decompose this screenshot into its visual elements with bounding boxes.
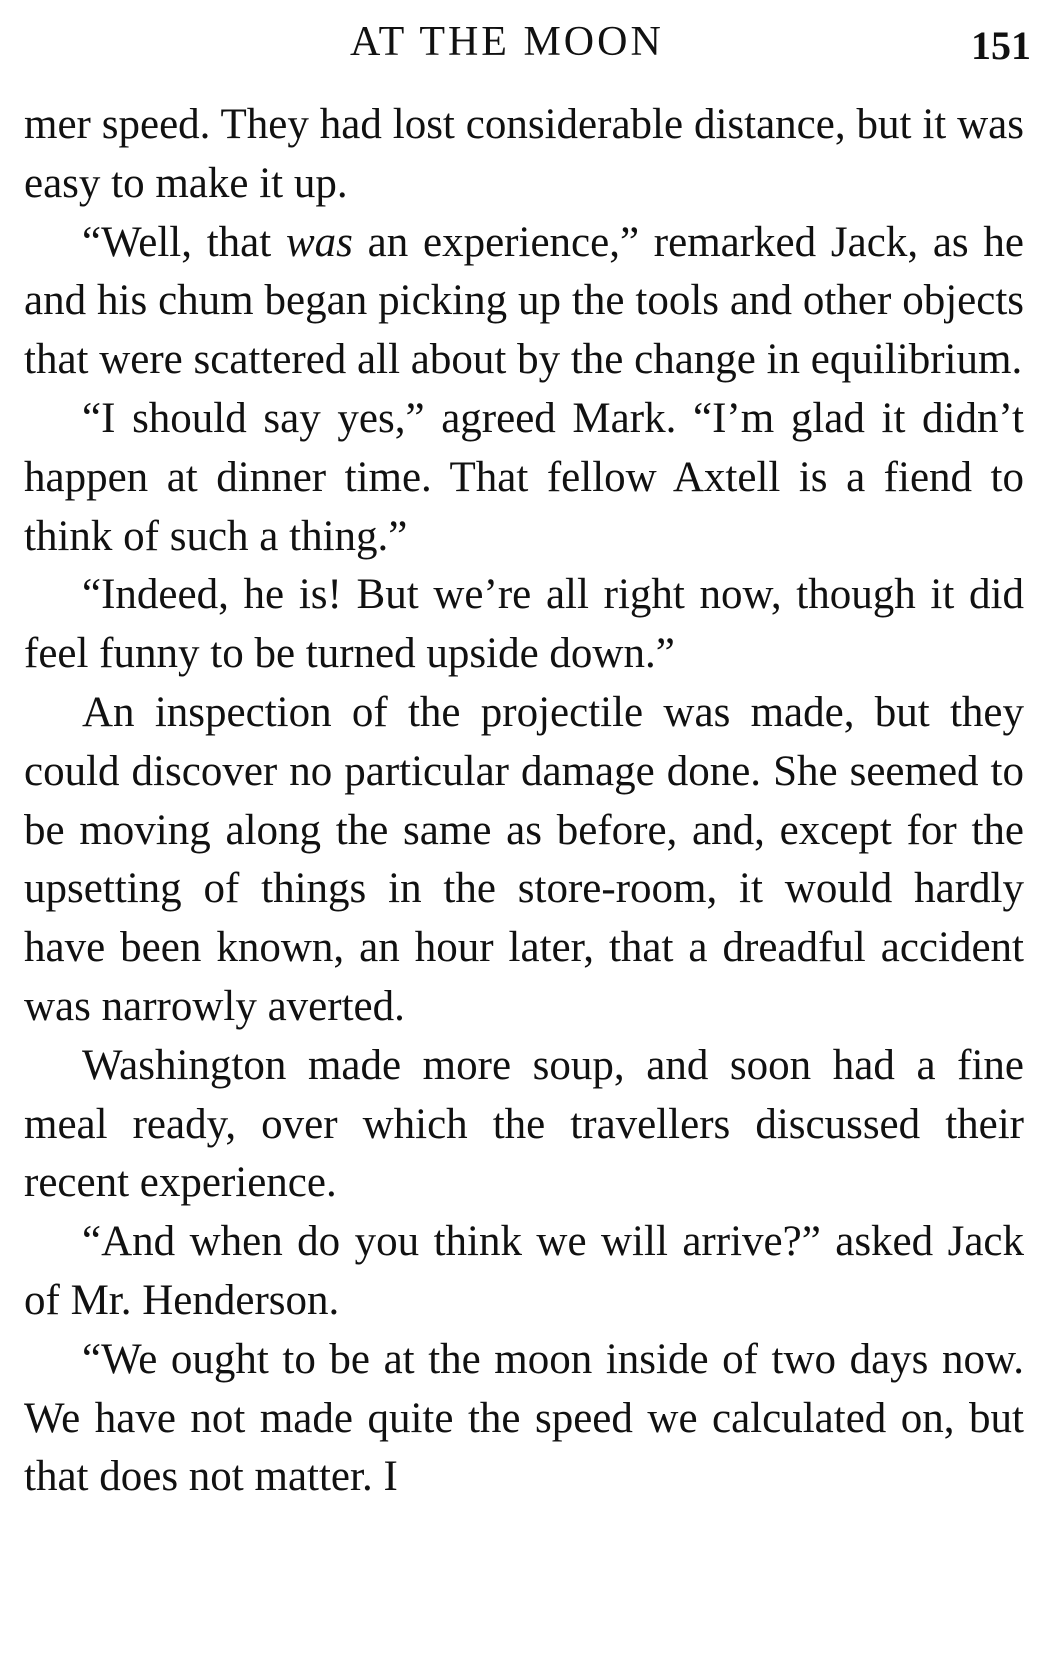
page-number: 151	[971, 23, 1031, 68]
paragraph-5: An inspection of the projectile was made, but they could discover no particular damage done. She seemed to be moving along the same as before, and, except for the upsetting of things in the store-room, it would hardly have been known, an hour later, that a dreadful accident was narrowly averted.	[24, 688, 1024, 1030]
paragraph-2-after: an experience,” remarked Jack, as he and his chum began picking up the tools and other objects that were scattered all about by the change in equilibrium.	[24, 218, 1024, 384]
paragraph-7: “And when do you think we will arrive?” asked Jack of Mr. Henderson.	[24, 1218, 1024, 1324]
paragraph-2-emphasis: was	[285, 218, 353, 266]
body-text	[24, 96, 1024, 1507]
running-title: AT THE MOON	[350, 19, 664, 65]
paragraph-1: mer speed. They had lost considerable distance, but it was easy to make it up.	[24, 101, 1024, 207]
paragraph-2-before: “Well, that	[82, 218, 286, 266]
paragraph-6: Washington made more soup, and soon had a fine meal ready, over which the travellers discussed their recent experience.	[24, 1041, 1024, 1207]
paragraph-4: “Indeed, he is! But we’re all right now, though it did feel funny to be turned upside down.”	[24, 571, 1024, 678]
paragraph-8: “We ought to be at the moon inside of two days now. We have not made quite the speed we calculated on, but that does not matter. I	[24, 1335, 1024, 1501]
paragraph-3: “I should say yes,” agreed Mark. “I’m glad it didn’t happen at dinner time. That fellow Axtell is a fiend to think of such a thing.”	[24, 394, 1024, 560]
paragraph-2	[24, 214, 1024, 390]
running-head	[0, 14, 1045, 74]
